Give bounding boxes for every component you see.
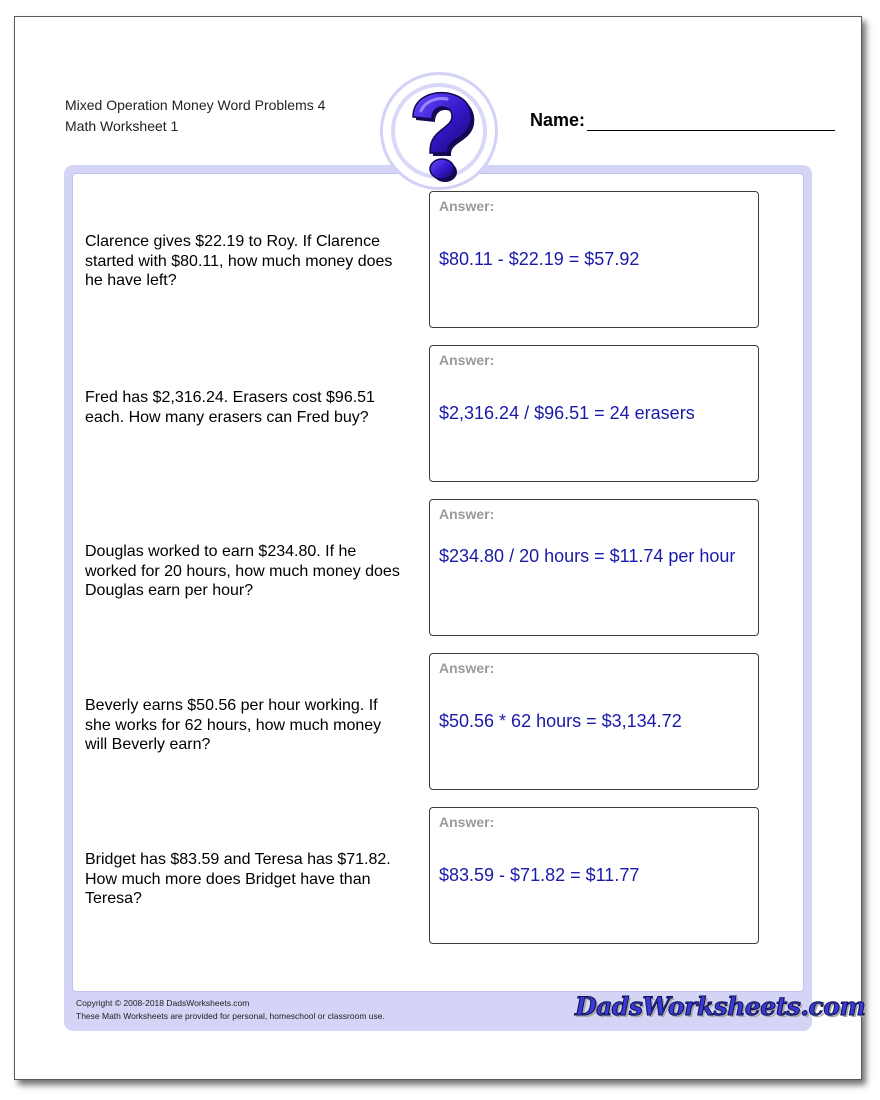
problem-4-question: Beverly earns $50.56 per hour working. If she works for 62 hours, how much money will Beverly earn? bbox=[85, 697, 382, 753]
copyright-notice: Copyright © 2008-2018 DadsWorksheets.com bbox=[76, 998, 250, 1008]
problem-5-answer-box[interactable] bbox=[429, 807, 759, 944]
problem-3-answer-box[interactable] bbox=[429, 499, 759, 636]
worksheet-page bbox=[14, 16, 866, 1080]
name-field[interactable] bbox=[530, 110, 835, 131]
dadsworksheets-logo[interactable]: DadsWorksheets.com bbox=[575, 992, 866, 1021]
question-mark-icon bbox=[399, 87, 485, 183]
usage-notice: These Math Worksheets are provided for personal, homeschool or classroom use. bbox=[76, 1011, 385, 1021]
problem-2-question: Fred has $2,316.24. Erasers cost $96.51 each. How many erasers can Fred buy? bbox=[85, 389, 375, 426]
problem-5-question: Bridget has $83.59 and Teresa has $71.82. How much more does Bridget have than Teresa? bbox=[85, 851, 391, 907]
answer-label: Answer: bbox=[439, 198, 495, 214]
problem-4-answer: $50.56 * 62 hours = $3,134.72 bbox=[439, 711, 682, 731]
answer-label: Answer: bbox=[439, 814, 495, 830]
problem-3-answer: $234.80 / 20 hours = $11.74 per hour bbox=[439, 546, 736, 566]
problem-1-answer-box[interactable] bbox=[429, 191, 759, 328]
name-blank-line[interactable] bbox=[587, 112, 835, 131]
name-label: Name: bbox=[530, 110, 586, 130]
worksheet-title: Mixed Operation Money Word Problems 4 bbox=[65, 97, 326, 113]
problem-2-answer-box[interactable] bbox=[429, 345, 759, 482]
footer-text bbox=[76, 997, 385, 1023]
answer-label: Answer: bbox=[439, 660, 495, 676]
problem-1-answer: $80.11 - $22.19 = $57.92 bbox=[439, 249, 640, 269]
answer-label: Answer: bbox=[439, 352, 495, 368]
problem-1-question: Clarence gives $22.19 to Roy. If Clarence started with $80.11, how much money does he have left? bbox=[85, 233, 393, 289]
problem-4-answer-box[interactable] bbox=[429, 653, 759, 790]
problem-2-answer: $2,316.24 / $96.51 = 24 erasers bbox=[439, 403, 695, 423]
question-badge bbox=[380, 72, 498, 190]
problem-5-answer: $83.59 - $71.82 = $11.77 bbox=[439, 865, 640, 885]
problem-3-question: Douglas worked to earn $234.80. If he worked for 20 hours, how much money does Douglas earn per hour? bbox=[85, 543, 400, 599]
worksheet-subtitle: Math Worksheet 1 bbox=[65, 118, 179, 134]
answer-label: Answer: bbox=[439, 506, 495, 522]
